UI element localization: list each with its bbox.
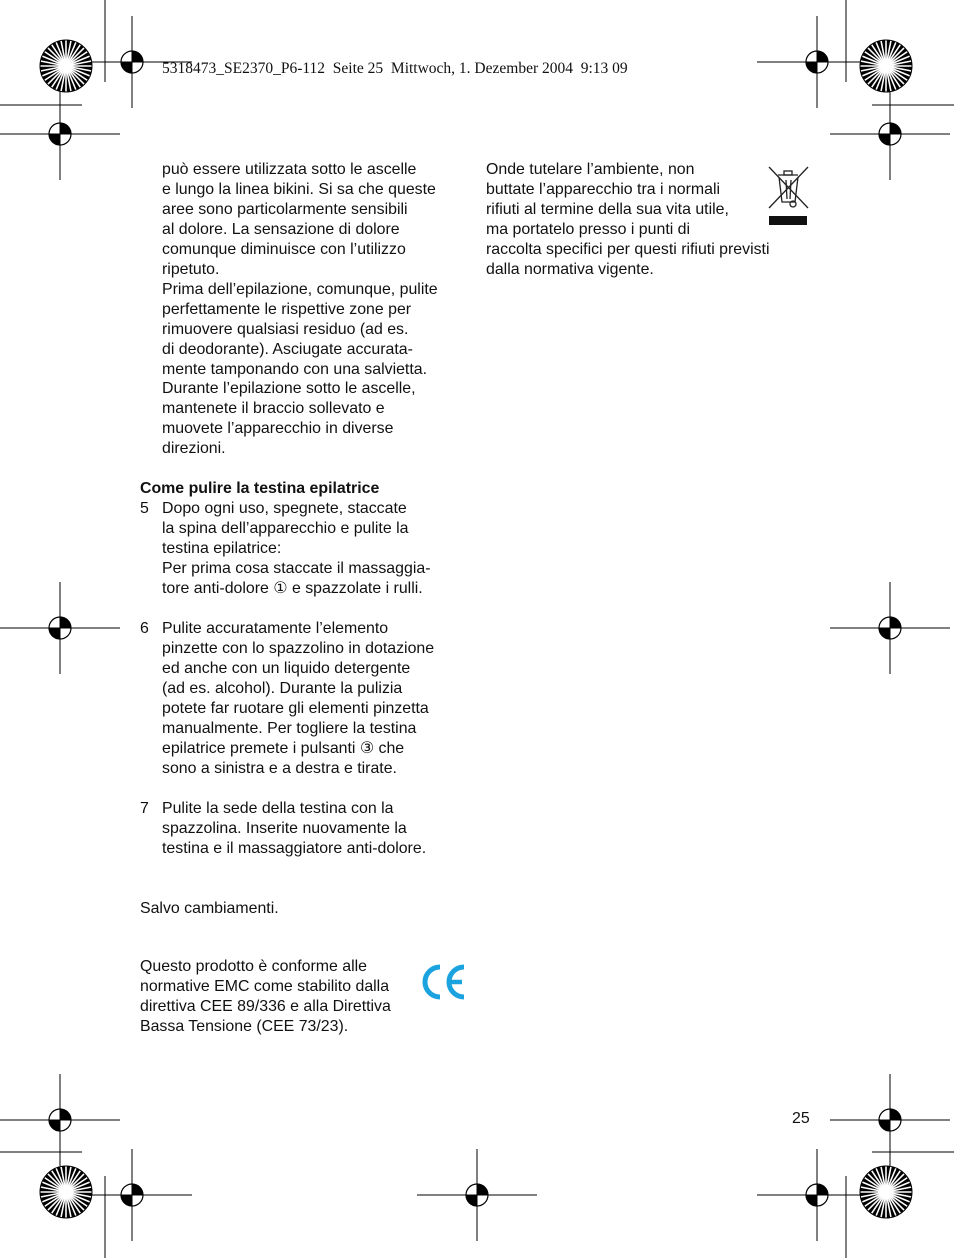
text-line: epilatrice premete i pulsanti ③ che bbox=[162, 739, 405, 757]
text-line: la spina dell’apparecchio e pulite la bbox=[162, 520, 409, 538]
step-number: 6 bbox=[140, 620, 149, 638]
text-line: mente tamponando con una salvietta. bbox=[162, 360, 428, 378]
intro-paragraph bbox=[140, 160, 470, 459]
text-line: perfettamente le rispettive zone per bbox=[162, 300, 412, 318]
print-slug: 5318473_SE2370_P6-112 Seite 25 Mittwoch, 1. Dezember 2004 9:13 09 bbox=[162, 60, 628, 77]
text-line: (ad es. alcohol). Durante la pulizia bbox=[162, 679, 403, 697]
crossed-out-bin-icon bbox=[766, 162, 810, 228]
text-line: Questo prodotto è conforme alle bbox=[140, 958, 368, 975]
text-line: pinzette con lo spazzolino in dotazione bbox=[162, 639, 435, 657]
subject-to-change-note: Salvo cambiamenti. bbox=[140, 899, 279, 917]
section-heading: Come pulire la testina epilatrice bbox=[140, 480, 380, 498]
step-item bbox=[140, 619, 470, 779]
text-line: e lungo la linea bikini. Si sa che queste bbox=[162, 180, 436, 198]
step-item bbox=[140, 499, 470, 599]
text-line: muovete l’apparecchio in diverse bbox=[162, 420, 394, 438]
text-line: Durante l’epilazione sotto le ascelle, bbox=[162, 380, 416, 398]
text-line: di deodorante). Asciugate accurata- bbox=[162, 340, 413, 358]
step-number: 5 bbox=[140, 500, 149, 518]
step-item bbox=[140, 799, 470, 859]
text-line: Pulite la sede della testina con la bbox=[162, 799, 394, 817]
text-line: testina e il massaggiatore anti-dolore. bbox=[162, 839, 427, 857]
text-line: può essere utilizzata sotto le ascelle bbox=[162, 161, 417, 178]
text-line: manualmente. Per togliere la testina bbox=[162, 719, 417, 737]
text-line: normative EMC come stabilito dalla bbox=[140, 977, 390, 995]
text-line: rifiuti al termine della sua vita utile, bbox=[486, 200, 729, 218]
text-line: ripetuto. bbox=[162, 260, 220, 278]
text-line: Pulite accuratamente l’elemento bbox=[162, 620, 389, 638]
text-line: al dolore. La sensazione di dolore bbox=[162, 220, 400, 238]
text-line: ma portatelo presso i punti di bbox=[486, 220, 691, 238]
text-line: aree sono particolarmente sensibili bbox=[162, 200, 408, 218]
text-line: direttiva CEE 89/336 e alla Direttiva bbox=[140, 997, 391, 1015]
text-line: mantenete il braccio sollevato e bbox=[162, 400, 385, 418]
text-line: Onde tutelare l’ambiente, non bbox=[486, 161, 695, 178]
page-number: 25 bbox=[792, 1110, 810, 1127]
ce-mark-icon bbox=[418, 960, 466, 1004]
text-line: comunque diminuisce con l’utilizzo bbox=[162, 240, 406, 258]
left-column bbox=[140, 160, 470, 918]
text-line: ed anche con un liquido detergente bbox=[162, 659, 411, 677]
text-line: Per prima cosa staccate il massaggia- bbox=[162, 560, 431, 578]
step-number: 7 bbox=[140, 799, 149, 817]
text-line: tore anti-dolore ① e spazzolate i rulli. bbox=[162, 580, 423, 598]
text-line: spazzolina. Inserite nuovamente la bbox=[162, 819, 407, 837]
text-line: Prima dell’epilazione, comunque, pulite bbox=[162, 280, 438, 298]
text-line: Bassa Tensione (CEE 73/23). bbox=[140, 1017, 349, 1035]
text-line: sono a sinistra e a destra e tirate. bbox=[162, 759, 397, 777]
text-line: potete far ruotare gli elementi pinzetta bbox=[162, 699, 429, 717]
text-line: dalla normativa vigente. bbox=[486, 260, 654, 278]
text-line: direzioni. bbox=[162, 440, 226, 458]
text-line: Dopo ogni uso, spegnete, staccate bbox=[162, 500, 407, 518]
text-line: buttate l’apparecchio tra i normali bbox=[486, 180, 721, 198]
text-line: raccolta specifici per questi rifiuti previsti bbox=[486, 240, 770, 258]
text-line: testina epilatrice: bbox=[162, 540, 282, 558]
text-line: rimuovere qualsiasi residuo (ad es. bbox=[162, 320, 409, 338]
